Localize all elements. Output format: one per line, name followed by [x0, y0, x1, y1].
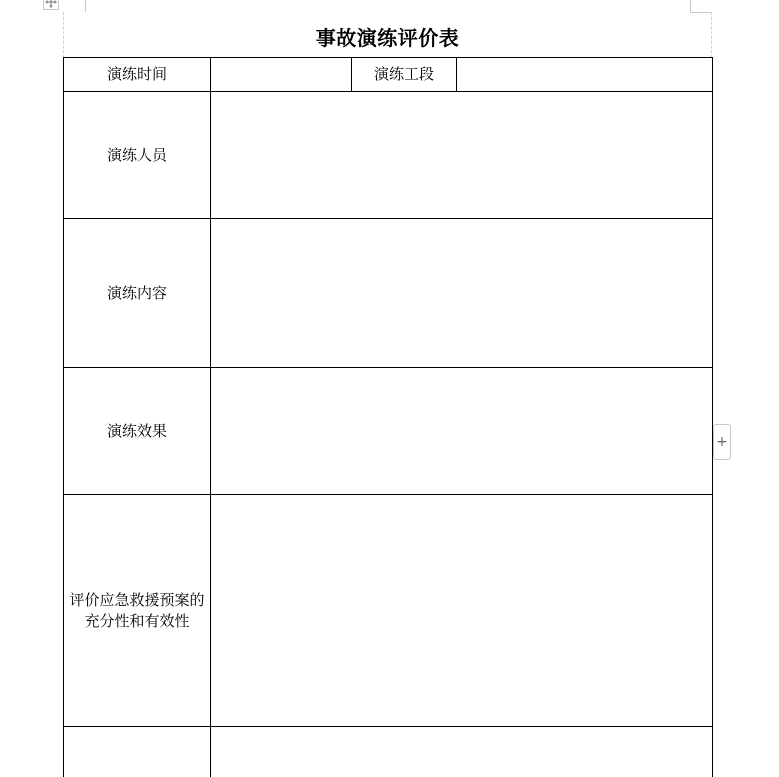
- section-label-cell: [352, 58, 457, 92]
- plus-icon: +: [716, 434, 728, 450]
- next-value-cell[interactable]: [211, 727, 713, 777]
- evaluation-table: [63, 57, 713, 777]
- page-corner-mark-right: [690, 0, 691, 12]
- table-row-content: [64, 219, 713, 368]
- personnel-value-cell[interactable]: [211, 92, 713, 219]
- table-row-time: [64, 58, 713, 92]
- next-label-cell: [64, 727, 211, 777]
- evaluation-value-cell[interactable]: [211, 495, 713, 727]
- section-label: 演练工段: [373, 65, 434, 83]
- document-title: 事故演练评价表: [315, 25, 460, 50]
- effect-label: 演练效果: [106, 421, 167, 440]
- personnel-label-cell: [64, 92, 211, 219]
- section-value-cell[interactable]: [457, 58, 713, 92]
- table-row-next: [64, 727, 713, 777]
- evaluation-label-line2: 充分性和有效性: [84, 611, 190, 630]
- evaluation-label-line1: 评价应急救援预案的: [69, 590, 205, 609]
- time-label: 演练时间: [106, 65, 167, 83]
- time-label-cell: [64, 58, 211, 92]
- title-area: [63, 12, 712, 58]
- effect-value-cell[interactable]: [211, 368, 713, 495]
- table-row-personnel: [64, 92, 713, 219]
- table-move-handle[interactable]: [43, 0, 59, 10]
- table-row-evaluation: [64, 495, 713, 727]
- personnel-label: 演练人员: [106, 145, 167, 164]
- move-arrows-icon: [45, 0, 57, 8]
- content-label: 演练内容: [106, 283, 167, 302]
- evaluation-label-cell: [64, 495, 211, 727]
- content-value-cell[interactable]: [211, 219, 713, 368]
- add-table-button[interactable]: [713, 424, 731, 460]
- time-value-cell[interactable]: [211, 58, 352, 92]
- page-corner-mark-left: [85, 0, 86, 12]
- effect-label-cell: [64, 368, 211, 495]
- content-label-cell: [64, 219, 211, 368]
- table-row-effect: [64, 368, 713, 495]
